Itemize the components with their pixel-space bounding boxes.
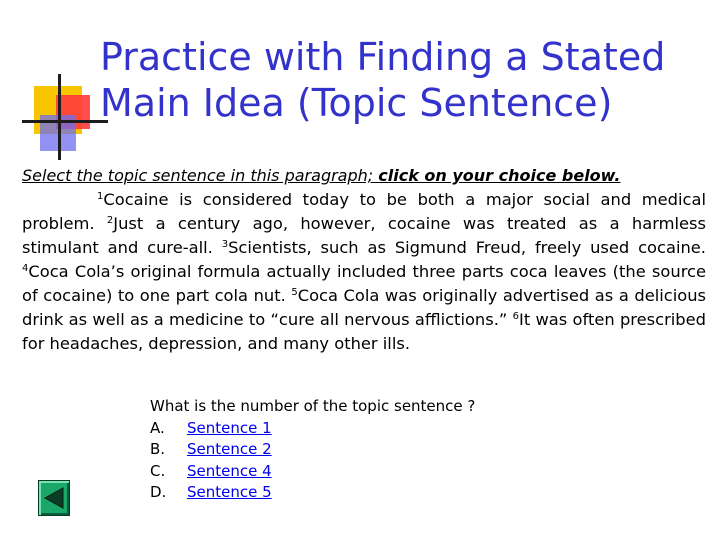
back-arrow-icon [43, 486, 65, 510]
choice-d [150, 482, 475, 504]
choice-a [150, 418, 475, 440]
instruction-text [22, 166, 712, 185]
sentence-text: Scientists, such as Sigmund Freud, freely used cocaine. [228, 238, 706, 257]
instruction-emphasis: click on your choice below [378, 166, 615, 185]
sentence-text: Just a century ago, however, cocaine was treated as a harmless stimulant and cure-all. [22, 214, 706, 257]
instruction-lead: Select the topic sentence in this paragraph; [22, 166, 379, 185]
choice-letter: D. [150, 483, 167, 501]
sentence-number: 3 [221, 239, 229, 250]
choice-c [150, 461, 475, 483]
slide-title [100, 34, 710, 126]
slide-title-line-2: Main Idea (Topic Sentence) [100, 81, 613, 125]
sentence-text: Coca Cola’s original formula actually included three parts coca leaves (the source of cocaine) to one part cola nut. [22, 262, 706, 305]
reading-paragraph [22, 188, 706, 356]
back-button[interactable] [38, 480, 70, 516]
choice-letter: C. [150, 461, 166, 480]
decor-vertical-line [58, 74, 61, 160]
choice-letter: A. [150, 418, 165, 437]
sentence-number: 4 [22, 263, 29, 274]
sentence-number: 6 [512, 311, 520, 322]
choice-b-link[interactable]: Sentence 2 [187, 440, 272, 458]
slide-title-line-1: Practice with Finding a Stated [100, 35, 666, 79]
sentence-number: 1 [97, 191, 104, 202]
sentence-number: 5 [291, 287, 298, 298]
sentence-text: Cocaine is considered today to be both a major social and medical problem. [22, 190, 706, 233]
choice-d-link[interactable]: Sentence 5 [187, 483, 272, 501]
choice-a-link[interactable]: Sentence 1 [187, 418, 272, 437]
question-prompt: What is the number of the topic sentence ? [150, 397, 476, 415]
choice-c-link[interactable]: Sentence 4 [187, 461, 272, 480]
decor-horizontal-line [22, 120, 108, 123]
question-block [150, 396, 475, 504]
choice-letter: B. [150, 440, 166, 458]
sentence-number: 2 [106, 215, 114, 226]
choice-b [150, 439, 475, 461]
sentence-text: It was often prescribed for headaches, depression, and many other ills. [22, 310, 706, 353]
instruction-end: . [614, 166, 621, 185]
sentence-text: Coca Cola was originally advertised as a delicious drink as well as a medicine to “cure all nervous afflictions.” [22, 286, 706, 329]
